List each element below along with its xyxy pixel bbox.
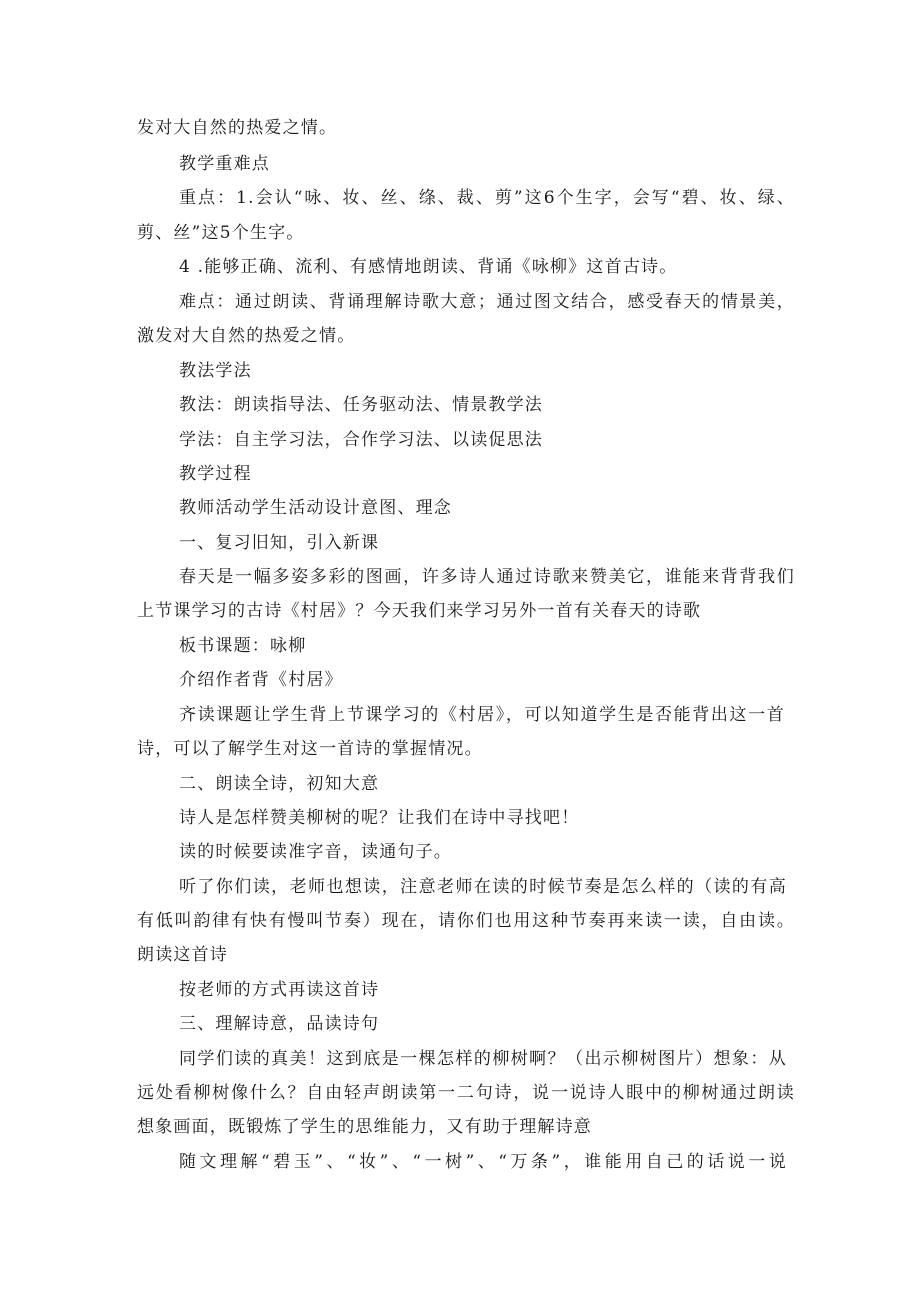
text-line-1: 发对大自然的热爱之情。 <box>137 118 338 138</box>
text-line-21: 诗人是怎样赞美柳树的呢？让我们在诗中寻找吧！ <box>179 808 580 828</box>
text-line-25: 朗读这首诗 <box>137 945 228 965</box>
heading-process: 教学过程 <box>179 464 252 484</box>
text-line-17: 介绍作者背《村居》 <box>179 670 343 690</box>
text-line-30: 想象画面，既锻炼了学生的思维能力，又有助于理解诗意 <box>137 1117 592 1137</box>
text-line-29: 远处看柳树像什么？自由轻声朗读第一二句诗，说一说诗人眼中的柳树通过朗读 <box>137 1083 795 1103</box>
text-line-6: 难点：通过朗读、背诵理解诗歌大意；通过图文结合，感受春天的情景美， <box>179 292 795 312</box>
text-line-3: 重点：1.会认“咏、妆、丝、绦、裁、剪”这6个生字，会写“碧、妆、绿、 <box>179 188 795 208</box>
section-heading-1: 一、复习旧知，引入新课 <box>179 533 380 553</box>
text-line-12: 教师活动学生活动设计意图、理念 <box>179 498 452 518</box>
text-line-7: 激发对大自然的热爱之情。 <box>137 326 356 346</box>
text-line-23: 听了你们读，老师也想读，注意老师在读的时候节奏是怎么样的（读的有高 <box>179 877 787 897</box>
text-line-24: 有低叫韵律有快有慢叫节奏）现在，请你们也用这种节奏再来读一读，自由读。 <box>137 911 795 931</box>
text-line-31: 随文理解“碧玉”、“妆”、“一树”、“万条”，谁能用自己的话说一说 <box>179 1152 787 1172</box>
text-line-16: 板书课题：咏柳 <box>179 636 307 656</box>
heading-methods: 教法学法 <box>179 361 252 381</box>
text-line-28: 同学们读的真美！这到底是一棵怎样的柳树啊？（出示柳树图片）想象：从 <box>179 1049 787 1069</box>
text-line-18: 齐读课题让学生背上节课学习的《村居》，可以知道学生是否能背出这一首 <box>179 705 785 725</box>
text-line-10: 学法：自主学习法，合作学习法、以读促思法 <box>179 430 543 450</box>
text-line-19: 诗，可以了解学生对这一首诗的掌握情况。 <box>137 739 483 759</box>
text-line-5: 4 .能够正确、流利、有感情地朗读、背诵《咏柳》这首古诗。 <box>179 257 678 277</box>
text-line-26: 按老师的方式再读这首诗 <box>179 980 380 1000</box>
section-heading-3: 三、理解诗意，品读诗句 <box>179 1014 380 1034</box>
heading-key-points: 教学重难点 <box>179 154 270 174</box>
text-line-15: 上节课学习的古诗《村居》？今天我们来学习另外一首有关春天的诗歌 <box>137 601 702 621</box>
section-heading-2: 二、朗读全诗，初知大意 <box>179 774 380 794</box>
text-line-14: 春天是一幅多姿多彩的图画，许多诗人通过诗歌来赞美它，谁能来背背我们 <box>179 567 795 587</box>
text-line-4: 剪、丝”这5个生字。 <box>137 223 305 243</box>
text-line-22: 读的时候要读准字音，读通句子。 <box>179 842 452 862</box>
text-line-9: 教法：朗读指导法、任务驱动法、情景教学法 <box>179 395 543 415</box>
